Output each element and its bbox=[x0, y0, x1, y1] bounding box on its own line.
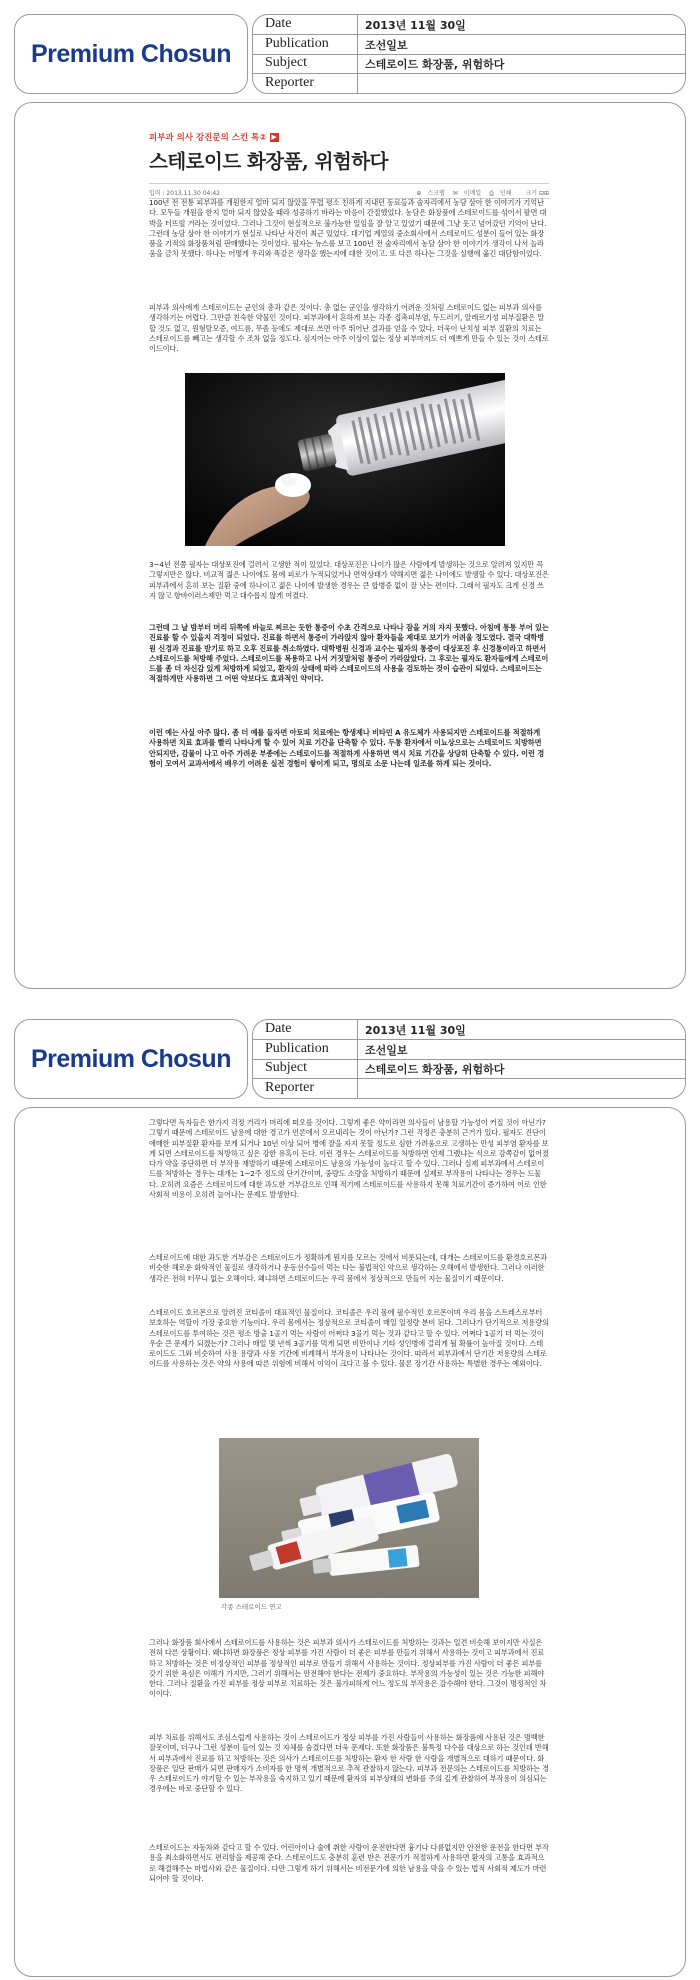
email-label: 이메일 bbox=[463, 190, 482, 197]
meta-row-reporter bbox=[253, 74, 685, 93]
meta-value: 스테로이드 화장품, 위험하다 bbox=[365, 1063, 505, 1076]
paragraph-block-3 bbox=[149, 560, 549, 601]
meta-key: Date bbox=[265, 16, 292, 31]
article-tools bbox=[410, 188, 549, 198]
meta-key: Publication bbox=[265, 35, 329, 51]
meta-table bbox=[252, 1019, 686, 1099]
photo-ointments bbox=[219, 1438, 479, 1616]
article-frame-2 bbox=[14, 1107, 686, 1977]
article-frame-1 bbox=[14, 102, 686, 989]
meta-row-publication bbox=[253, 35, 685, 55]
cream-tube-image bbox=[185, 373, 505, 546]
article-title: 스테로이드 화장품, 위험하다 bbox=[149, 150, 388, 173]
meta-row-publication bbox=[253, 1040, 685, 1060]
logo-box bbox=[14, 14, 248, 94]
paragraph-9: 그러나 화장품 회사에서 스테로이드를 사용하는 것은 피부과 의사가 스테로이드를 처방하는 것과는 일견 비슷해 보이지만 사실은 전혀 다른 상황이다. 왜냐하면 화장품은 정상 피부를 가진 사람이 더 좋은 피부를 만들기 위해서 사용하는 것이고 피부과에서 진료하고 처방하는 것은 비정상적인 피부를 정상적인 피부로 만들기 위해서 사용하는 것이다. 정상피부를 가진 사람이 더 좋은 피부를 갖기 위한 욕심은 이해가 가지만, 그러기 위해서는 안전해야 한다는 전제가 중요하다. 부작용의 가능성이 있는 것은 가능한 피해야 한다. 그러나 질환을 가진 피부를 정상 피부로 치료하는 것은 불가피하게 어느 정도의 부작용은 감수해야 한다. 그것이 명정적인 차이이다. bbox=[149, 1638, 547, 1699]
print-button[interactable]: ⎙ 인쇄 bbox=[489, 190, 512, 197]
meta-value: 2013년 11월 30일 bbox=[365, 19, 466, 32]
meta-table bbox=[252, 14, 686, 94]
paragraph-block-10 bbox=[149, 1733, 549, 1795]
email-button[interactable]: ✉ 이메일 bbox=[452, 190, 482, 197]
premium-chosun-logo: Premium Chosun bbox=[31, 1045, 231, 1073]
paragraph-1: 100년 전 전통 피부과를 개원한지 얼마 되지 않았을 무렵 평소 친하게 지내던 동료들과 술자리에서 농담 삼아 한 이야기가 기억난다. 모두들 개원을 한지 얼마 되지 않았을 때라 성공하기 바라는 마음이 간절했었다. 농담은 화장품에 스테로이드를 섞어서 팔면 대박을 터뜨릴 거라는 것이었다. 그러나 그것이 현실적으로 불가능한 일임을 잘 알고 있었기 때문에 그냥 웃고 넘어갔던 기억이 난다. 그런데 농담 삼아 한 이야기가 현실로 나타난 사건이 최근 있었다. 대기업 계열의 중소회사에서 스테로이드 성분이 들어 있는 화장품을 기적의 화장품처럼 판매했다는 것이었다. 필자는 뉴스를 보고 100년 전 술자리에서 농담 삼아 한 이야기가 생각이 나서 놀라움을 금치 못했다. 하나는 어떻게 우리와 똑같은 생각을 했는지에 대한 것이고. 또 다른 하나는 그것을 실행에 옮긴 대담함이었다. bbox=[149, 198, 547, 259]
paragraph-block-1 bbox=[149, 198, 549, 260]
arrow-icon: ▶ bbox=[271, 133, 277, 141]
meta-row-subject bbox=[253, 54, 685, 74]
paragraph-block-4 bbox=[149, 623, 549, 685]
meta-value: 스테로이드 화장품, 위험하다 bbox=[365, 58, 505, 71]
meta-key: Publication bbox=[265, 1040, 329, 1056]
paragraph-11: 스테로이드는 자동차와 같다고 할 수 있다. 어린아이나 술에 취한 사람이 운전한다면 흉기나 다름없지만 안전한 운전을 한다면 부작용을 최소화하면서도 편리함을 제공해 준다. 스테로이드도 충분히 훈련 받은 전문가가 적절하게 사용하면 환자의 고통을 효과적으로 해결해주는 마법사와 같은 물질이다. 다만 그렇게 하기 위해서는 비전문가에 의한 남용을 막을 수 있는 법적 사회적 제도가 마련되어야 할 것이다. bbox=[149, 1843, 549, 1883]
scrap-label: 스크랩 bbox=[427, 190, 445, 197]
paragraph-4: 그런데 그 날 밤부터 머리 뒤쪽에 바늘로 찌르는 듯한 통증이 수초 간격으로 나타나 잠을 거의 자지 못했다. 아침에 퉁퉁 부어 있는 진료를 할 수 있을지 걱정이 되었다. 진료를 하면서 통증이 가라앉지 않아 환자들을 제대로 보기가 어려울 정도였다. 결국 대학병원 신경과 진료를 받기로 하고 오후 진료를 취소하였다. 대학병원 신경과 교수는 필자의 통증이 대상포진 후 신경통이라고 하면서 스테로이드를 처방해 주었다. 스테로이드를 복용하고 나서 거짓말처럼 통증이 가라앉았다. 그 후로는 필자도 환자들에게 스테로이드를 좀 더 자신감 있게 처방하게 되었고, 환자의 상태에 따라 스테로이드의 사용을 검토하는 것이 습관이 되었다. 스테로이드는 적절하게만 사용하면 그 어떤 약보다도 효과적인 약이다. bbox=[149, 623, 549, 684]
meta-value: 조선일보 bbox=[365, 38, 408, 52]
paragraph-5: 이런 예는 사실 아주 많다. 좀 더 예를 들자면 아토피 치료에는 항생제나 비타민 A 유도체가 사용되지만 스테로이드를 적절하게 사용하면 치료 효과를 빨리 나타나게 할 수 있어 치료 기간을 단축할 수 있다. 두통 환자에서 이뇨상으로는 스테로이드 치방하면 안되지만, 감물이 나고 아주 가려운 부종에는 스테로이드를 적절하게 사용하면 역시 치료 기간을 상당히 단축할 수 있다. 이런 경험이 모여서 교과서에서 배우기 어려운 실전 경험이 쌓이게 되고, 명의로 소문 나는데 일조를 하게 되는 것이다. bbox=[149, 728, 545, 768]
meta-value: 조선일보 bbox=[365, 1043, 408, 1057]
article-header bbox=[149, 131, 549, 199]
meta-key: Subject bbox=[265, 1060, 307, 1075]
paragraph-block-11 bbox=[149, 1843, 549, 1884]
paragraph-block-9 bbox=[149, 1638, 549, 1700]
meta-row-date bbox=[253, 15, 685, 35]
logo-box bbox=[14, 1019, 248, 1099]
photo-cream-tube bbox=[185, 373, 505, 546]
meta-row-subject bbox=[253, 1059, 685, 1079]
paragraph-3: 3~4년 전쯤 필자는 대상포진에 걸려서 고생한 적이 있었다. 대상포진은 나이가 많은 사람에게 발생하는 것으로 알려져 있지만 꼭 그렇지만은 않다. 비교적 젊은 나이에도 몸에 피로가 누적되었거나 면역상태가 약해지면 젊은 나이에도 발생할 수 있다. 대상포진은 피부과에서 흔히 보는 질환 중에 하나이고 젊은 나이에 발생한 경우는 큰 합병증 없이 잘 낫는 편이다. 그래서 필자도 크게 신경 쓰지 않고 항바이러스제만 먹고 대수롭지 않게 여겼다. bbox=[149, 560, 549, 600]
paragraph-7: 스테로이드에 대한 과도한 거부감은 스테로이드가 정확하게 뭔지를 모르는 것에서 비롯되는데, 대개는 스테로이드를 환경호르몬과 비슷한 해로운 화학적인 물질로 생각하거나 운동선수들이 먹는 다는 불법적인 약으로 생각하는 오해에서 발생한다. 그러나 이러한 생각은 전혀 터무니 없는 오해이다. 왜냐하면 스테로이드는 우리 몸에서 정상적으로 만들어 지는 물질이기 때문이다. bbox=[149, 1253, 547, 1283]
font-size-button[interactable]: 크기 ⊟⊞ bbox=[525, 190, 549, 197]
meta-key: Subject bbox=[265, 55, 307, 70]
meta-value: 2013년 11월 30일 bbox=[365, 1024, 466, 1037]
scrap-button[interactable]: ⊕ 스크랩 bbox=[416, 190, 445, 197]
meta-key: Date bbox=[265, 1021, 292, 1036]
paragraph-8: 스테로이드 호르몬으로 알려진 코티졸이 대표적인 물질이다. 코티졸은 우리 몸에 필수적인 호르몬이며 우리 몸을 스트레스로부터 보호하는 역할이 가장 중요한 기능이다. 우리 몸에서는 정상적으로 코티졸이 매일 일정량 분비 된다. 그러나가 단기적으로 저용량의 스테로이드를 투여하는 것은 평소 방출 1골기 먹는 사람이 어쩌다 3골기 먹는 것과 같다고 할 수 있다. 어쩌다 1골기 더 먹는 것이 우순 큰 문제가 되겠는가? 그러나 매일 몇 년씩 3골기를 먹게 되면 비만이나 기타 성인병에 걸리게 될 확률이 높아질 것이다. 스테로이드도 그와 비슷하여 사용 용량과 사용 기간에 비례해서 부작용이 나타나는 것이다. 따라서 피부과에서 단기간 저용량의 스테로이드를 사용하는 것은 약의 사용에 따른 위험에 비해서 이익이 크다고 볼 수 있다. 물론 장기간 사용하는 특별한 경우는 예외이다. bbox=[149, 1308, 549, 1369]
meta-key: Reporter bbox=[265, 74, 314, 90]
paragraph-6: 그렇다면 독자들은 한가지 걱정 거리가 머리에 떠오를 것이다. 그렇게 좋은 약이라면 의사들이 남용할 가능성이 커질 것이 아닌가? 그렇기 때문에 스테로이드 남용에 대한 경고가 언론에서 오르내리는 것이 아닌가? 그런 걱정은 충분히 근거가 있다. 필자도 진단이 애매한 피부질환 환자를 보게 되거나 10년 이상 되어 병에 잘을 자지 못할 정도로 심한 가려움으로 고생하는 만성 피부염 환자를 보게 되면 스테로이드를 처방하고 싶은 강한 유혹이 든다. 이런 경우는 스테로이드를 처방하면 언제 그랬냐는 식으로 감쪽같이 없어졌다가 약을 중단하면 더 부작용 재발하기 때문에 스테로이드 남용의 가능성이 높다고 할 수 있다. 그러나 실제 피부과에서 스테로이드를 처방하는 경우는 대개는 1~2주 정도의 단기간이며, 중량도 소량을 처방하기 때문에 실제로 부작용이 나타나는 경우는 드물다. 오히려 요즘은 스테로이드에 대한 과도한 거부감으로 인해 적기에 스테로이드를 사용하지 못해 치료기간이 증가하여 이로 인한 사회적 비용이 오히려 늘어나는 문제도 발생한다. bbox=[149, 1118, 549, 1200]
paragraph-10: 피부 치료를 위해서도 조심스럽게 사용하는 것이 스테로이드가 정상 피부를 가진 사람들이 사용하는 화장품에 사용된 것은 명백한 잘못이며, 더구나 그런 성분이 들어 있는 것 자체를 숨겼다면 더욱 문제다. 또한 화장품은 불특정 다수를 대상으로 하는 것인데 반해서 피부과에서 진료를 하고 처방하는 것은 의사가 스테로이드를 처방하는 환자 한 사람 한 사람을 개별적으로 대하기 때문이다. 화장품은 일단 판매가 되면 판매자가 소비자를 한 명씩 개별적으로 추적 관찰하지 않는다. 피부과 전문의는 스테로이드를 처방하는 경우 스테로이드가 야기할 수 있는 부작용을 숙지하고 있기 때문에 환자의 피부상태의 변화를 주의 깊게 관찰하여 부작용이 의심되는 경우에는 바로 중단할 수 있다. bbox=[149, 1733, 549, 1794]
meta-key: Reporter bbox=[265, 1079, 314, 1095]
ointment-tubes-image bbox=[219, 1438, 479, 1598]
paragraph-block-8 bbox=[149, 1308, 549, 1370]
meta-row-date bbox=[253, 1020, 685, 1040]
photo-caption: 각종 스테로이드 연고 bbox=[221, 1603, 282, 1611]
series-text: 피부과 의사 강진문의 스킨 톡② bbox=[149, 133, 267, 143]
meta-row-reporter bbox=[253, 1079, 685, 1098]
paragraph-block-6 bbox=[149, 1118, 549, 1200]
paragraph-block-7 bbox=[149, 1253, 549, 1284]
font-size-label: 크기 bbox=[525, 190, 538, 197]
byline-bar bbox=[149, 183, 549, 199]
paragraph-block-2 bbox=[149, 303, 549, 354]
paragraph-block-5 bbox=[149, 728, 549, 769]
print-label: 인쇄 bbox=[499, 190, 512, 197]
byline-date: 입력 : 2013.11.30 04:42 bbox=[149, 190, 220, 197]
premium-chosun-logo: Premium Chosun bbox=[31, 40, 231, 68]
series-label[interactable] bbox=[149, 131, 549, 143]
paragraph-2: 피부과 의사에게 스테로이드는 군인의 총과 같은 것이다. 총 없는 군인을 생각하기 어려운 것처럼 스테로이드 없는 피부과 의사를 생각하기는 어렵다. 그만큼 친숙한 약물인 것이다. 피부과에서 흔하게 보는 각종 접촉피부염, 두드러기, 알레르기성 피부질환은 말할 것도 없고, 원형탈모증, 여드름, 무좀 등에도 제대로 쓰면 아주 뛰어난 결과를 얻을 수 있다. 더욱이 난치성 피부 질환의 치료는 스테로이드를 빼고는 생각할 수 조차 없을 정도다. 심지어는 아주 이상이 없는 정상 피부마저도 더 예쁘게 만들 수 있는 것이 스테로이드이다. bbox=[149, 303, 549, 354]
